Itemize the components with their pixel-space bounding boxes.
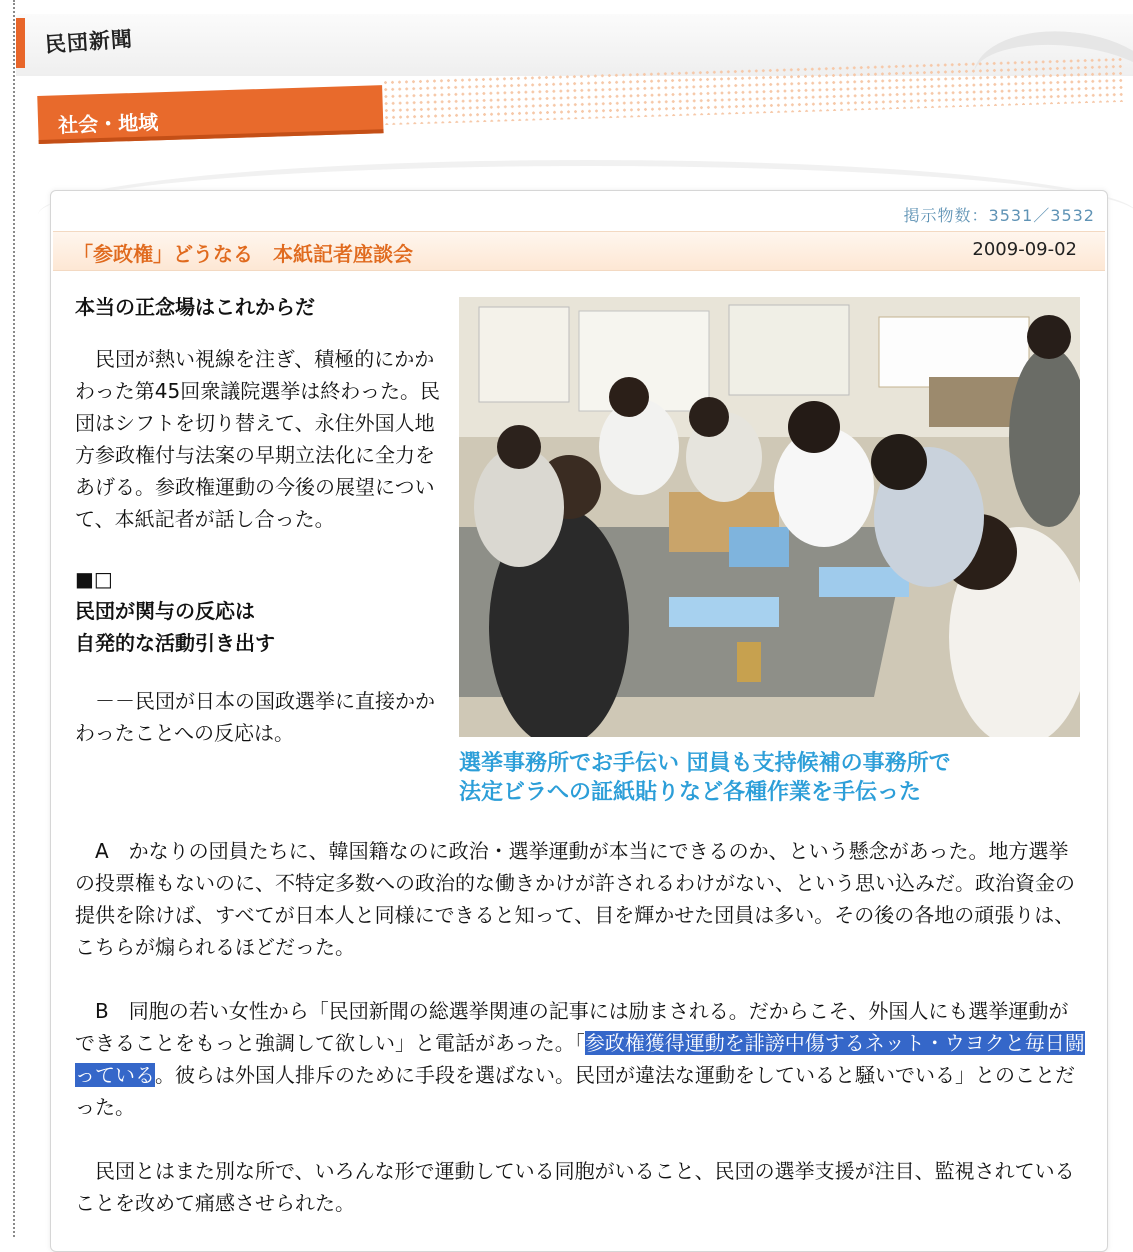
selected-text-highlight[interactable]: 参政権獲得運動を誹謗中傷するネット・ウヨクと毎日闘っている — [75, 1031, 1085, 1087]
interview-question: －－民団が日本の国政選挙に直接かかわったことへの反応は。 — [75, 689, 435, 745]
paragraph-c: 民団とはまた別な所で、いろんな形で運動している同胞がいること、民団の選挙支援が注目、監視されていることを改めて痛感させられた。 — [75, 1159, 1075, 1215]
category-label[interactable]: 社会・地域 — [57, 110, 159, 138]
article-photo — [459, 297, 1080, 737]
photo-illustration — [459, 297, 1080, 737]
photo-caption-line1: 選挙事務所でお手伝い 団員も支持候補の事務所で — [459, 751, 951, 776]
photo-caption-line2: 法定ビラへの証紙貼りなど各種作業を手伝った — [459, 780, 922, 805]
paragraph-a: A かなりの団員たちに、韓国籍なのに政治・選挙運動が本当にできるのか、という懸念があった。地方選挙の投票権もないのに、不特定多数への政治的な働きかけが許されるわけがない、という思い込みだ。政治資金の提供を除けば、すべてが日本人と同様にできると知って、目を輝かせた団員は多い。その後の各地の頑張りは、こちらが煽られるほどだった。 — [75, 839, 1075, 959]
article-date: 2009-09-02 — [972, 239, 1077, 260]
site-title: 民団新聞 — [44, 26, 134, 57]
paragraph-b — [75, 995, 1085, 1123]
article-title-bar — [53, 231, 1105, 271]
article-card — [50, 190, 1108, 1252]
article-body — [75, 835, 1085, 1251]
left-dotted-border — [13, 0, 15, 1237]
category-tab[interactable] — [37, 85, 383, 144]
section-marker: ■□ — [75, 567, 113, 591]
article-subtitle: 本当の正念場はこれからだ — [75, 295, 315, 319]
article-intro-column — [75, 291, 445, 749]
header-accent — [16, 18, 25, 68]
section-heading-line1: 民団が関与の反応は — [75, 599, 255, 623]
post-count: 掲示物数：3531／3532 — [903, 206, 1095, 225]
article-title: 「参政権」どうなる 本紙記者座談会 — [73, 242, 413, 266]
paragraph-b-start: B 同胞の若い女性から「民団新聞の総選挙関連の記事には励まされる。だからこそ、外国人にも選挙運動ができることをもっと強調して欲しい」と電話があった。「 — [75, 999, 1069, 1055]
section-heading-line2: 自発的な活動引き出す — [75, 631, 275, 655]
paragraph-b-end: 。彼らは外国人排斥のために手段を選ばない。民団が違法な運動をしていると騒いでいる」とのことだった。 — [75, 1063, 1075, 1119]
section-heading — [75, 595, 445, 659]
photo-caption — [459, 749, 1089, 807]
article-intro: 民団が熱い視線を注ぎ、積極的にかかわった第45回衆議院選挙は終わった。民団はシフトを切り替えて、永住外国人地方参政権付与法案の早期立法化に全力をあげる。参政権運動の今後の展望について、本紙記者が話し合った。 — [75, 347, 441, 531]
